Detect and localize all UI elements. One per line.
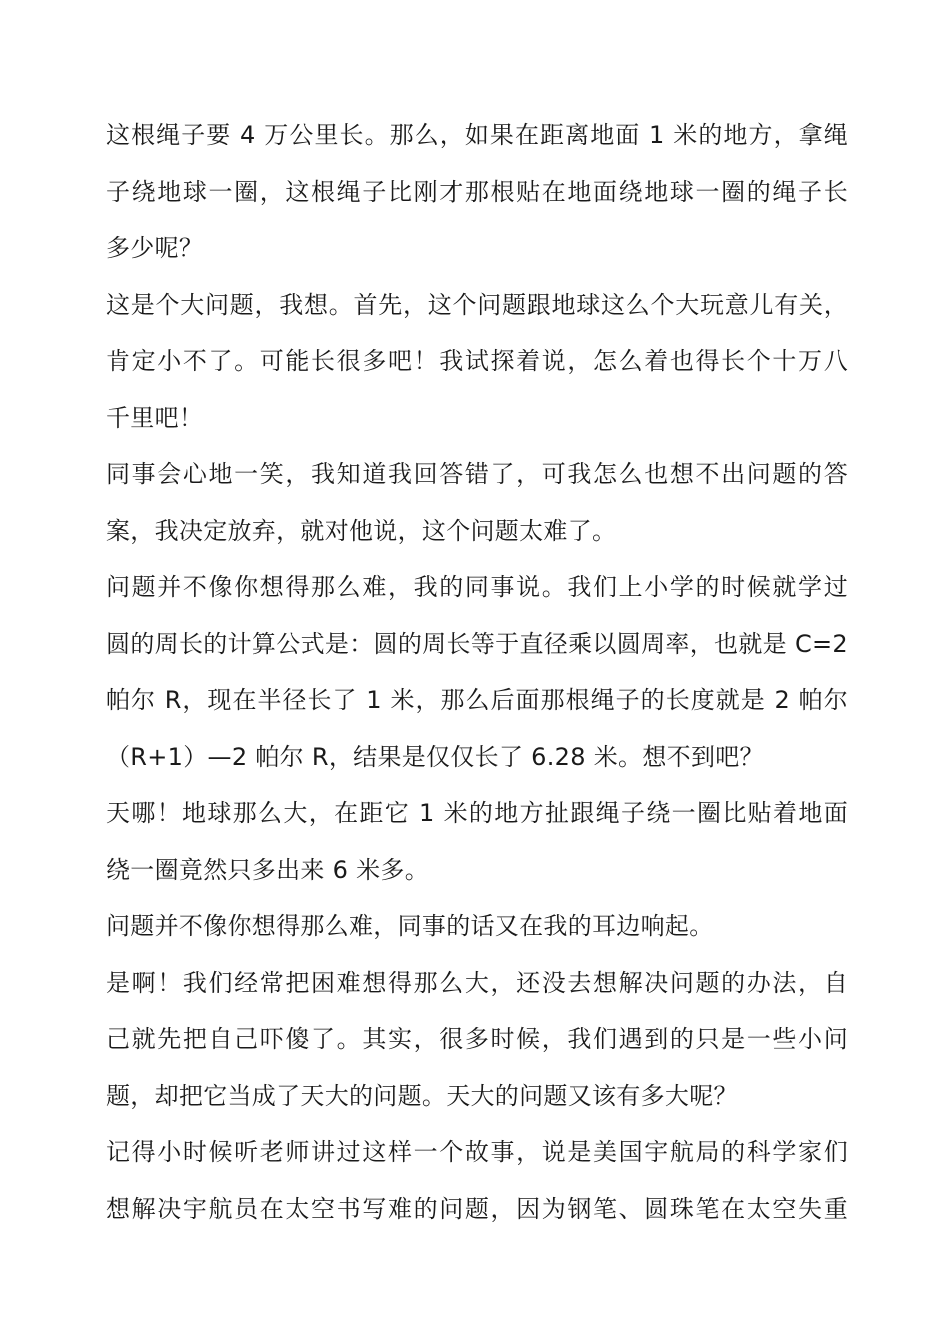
text-line: 天哪！地球那么大，在距它 1 米的地方扯跟绳子绕一圈比贴着地面 [106,799,848,827]
text-line: 记得小时候听老师讲过这样一个故事，说是美国宇航局的科学家们 [106,1138,848,1166]
text-line: 同事会心地一笑，我知道我回答错了，可我怎么也想不出问题的答 [106,460,848,488]
document-body [106,107,848,1237]
text-line: 千里吧！ [106,403,204,432]
text-line: 想解决宇航员在太空书写难的问题，因为钢笔、圆珠笔在太空失重 [106,1194,848,1223]
text-line: 问题并不像你想得那么难，同事的话又在我的耳边响起。 [106,912,714,940]
text-line: 多少呢？ [106,234,204,262]
text-line: 子绕地球一圈，这根绳子比刚才那根贴在地面绕地球一圈的绳子长 [106,177,848,206]
text-line: 圆的周长的计算公式是：圆的周长等于直径乘以圆周率，也就是 C=2 [106,629,848,658]
text-line: 绕一圈竟然只多出来 6 米多。 [106,855,430,884]
text-line: 帕尔 R，现在半径长了 1 米，那么后面那根绳子的长度就是 2 帕尔 [106,686,848,714]
text-line: 案，我决定放弃，就对他说，这个问题太难了。 [106,516,617,545]
text-line: 己就先把自己吓傻了。其实，很多时候，我们遇到的只是一些小问 [106,1025,848,1053]
text-line: （R+1）—2 帕尔 R，结果是仅仅长了 6.28 米。想不到吧？ [106,742,764,771]
text-line: 问题并不像你想得那么难，我的同事说。我们上小学的时候就学过 [106,573,848,601]
text-line: 是啊！我们经常把困难想得那么大，还没去想解决问题的办法，自 [106,968,848,997]
text-line: 这根绳子要 4 万公里长。那么，如果在距离地面 1 米的地方，拿绳 [106,121,848,149]
text-line: 肯定小不了。可能长很多吧！我试探着说，怎么着也得长个十万八 [106,347,848,375]
text-line: 这是个大问题，我想。首先，这个问题跟地球这么个大玩意儿有关， [106,290,848,319]
text-line: 题，却把它当成了天大的问题。天大的问题又该有多大呢？ [106,1081,738,1110]
